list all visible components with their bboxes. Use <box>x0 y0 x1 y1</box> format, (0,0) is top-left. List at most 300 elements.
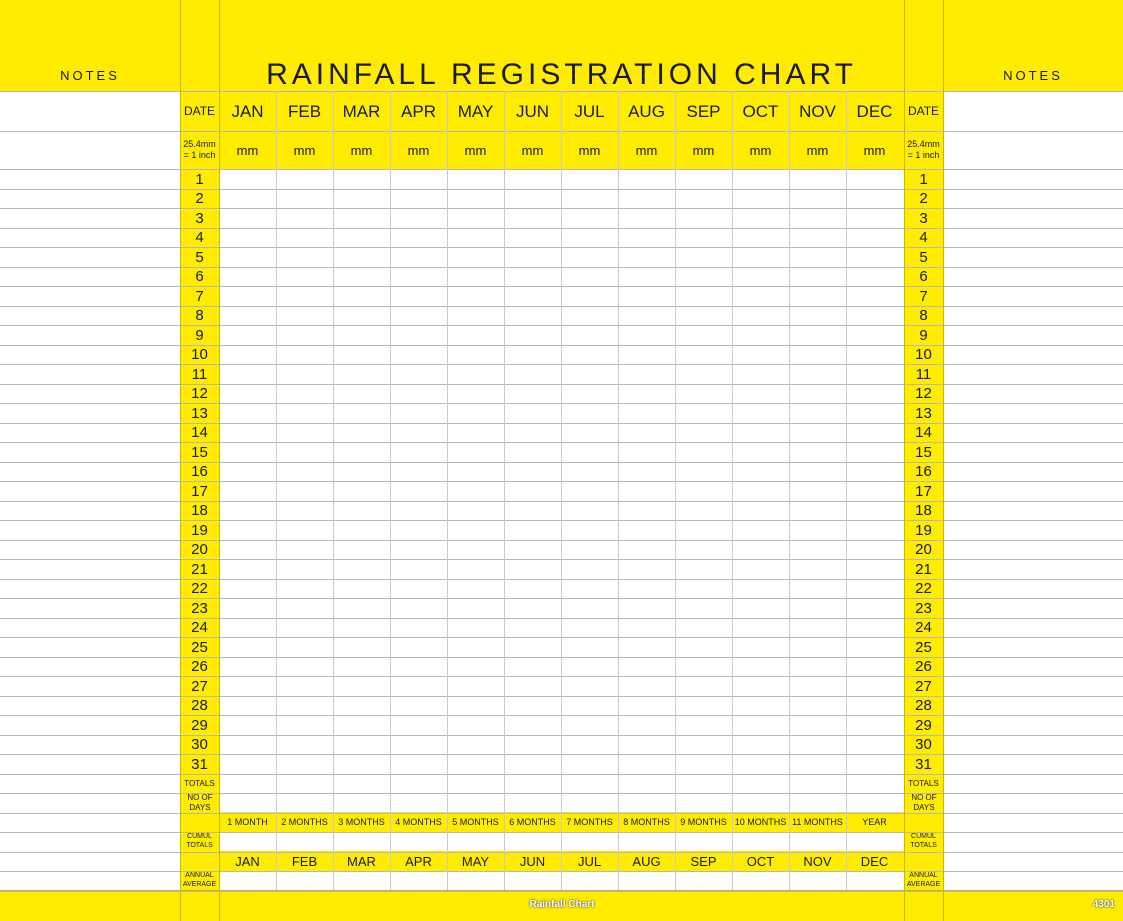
rainfall-cell[interactable] <box>333 325 390 345</box>
rainfall-cell[interactable] <box>675 267 732 286</box>
rainfall-cell[interactable] <box>390 501 447 520</box>
rainfall-cell[interactable] <box>219 286 276 306</box>
rainfall-cell[interactable] <box>732 676 789 696</box>
rainfall-cell[interactable] <box>504 676 561 696</box>
rainfall-cell[interactable] <box>675 696 732 715</box>
rainfall-cell[interactable] <box>333 403 390 423</box>
annual-average-cell[interactable] <box>447 871 504 890</box>
rainfall-cell[interactable] <box>219 618 276 637</box>
rainfall-cell[interactable] <box>561 579 618 598</box>
rainfall-cell[interactable] <box>333 715 390 735</box>
rainfall-cell[interactable] <box>504 423 561 442</box>
rainfall-cell[interactable] <box>447 540 504 559</box>
rainfall-cell[interactable] <box>333 267 390 286</box>
rainfall-cell[interactable] <box>789 579 846 598</box>
rainfall-cell[interactable] <box>390 579 447 598</box>
rainfall-cell[interactable] <box>561 384 618 403</box>
rainfall-cell[interactable] <box>390 637 447 657</box>
rainfall-cell[interactable] <box>618 442 675 462</box>
rainfall-cell[interactable] <box>276 501 333 520</box>
rainfall-cell[interactable] <box>504 735 561 754</box>
rainfall-cell[interactable] <box>732 637 789 657</box>
rainfall-cell[interactable] <box>561 520 618 540</box>
rainfall-cell[interactable] <box>789 325 846 345</box>
rainfall-cell[interactable] <box>618 618 675 637</box>
rainfall-cell[interactable] <box>675 169 732 189</box>
rainfall-cell[interactable] <box>618 676 675 696</box>
rainfall-cell[interactable] <box>390 325 447 345</box>
rainfall-cell[interactable] <box>618 423 675 442</box>
rainfall-cell[interactable] <box>618 481 675 501</box>
rainfall-cell[interactable] <box>732 501 789 520</box>
rainfall-cell[interactable] <box>561 247 618 267</box>
annual-average-cell[interactable] <box>789 871 846 890</box>
rainfall-cell[interactable] <box>504 247 561 267</box>
rainfall-cell[interactable] <box>846 423 903 442</box>
rainfall-cell[interactable] <box>789 345 846 364</box>
rainfall-cell[interactable] <box>675 208 732 228</box>
rainfall-cell[interactable] <box>675 306 732 325</box>
rainfall-cell[interactable] <box>789 696 846 715</box>
rainfall-cell[interactable] <box>789 442 846 462</box>
rainfall-cell[interactable] <box>276 442 333 462</box>
rainfall-cell[interactable] <box>219 579 276 598</box>
total-cell[interactable] <box>561 774 618 793</box>
annual-average-cell[interactable] <box>219 871 276 890</box>
rainfall-cell[interactable] <box>333 735 390 754</box>
rainfall-cell[interactable] <box>618 208 675 228</box>
rainfall-cell[interactable] <box>276 540 333 559</box>
rainfall-cell[interactable] <box>846 189 903 208</box>
rainfall-cell[interactable] <box>846 364 903 384</box>
rainfall-cell[interactable] <box>732 754 789 774</box>
rainfall-cell[interactable] <box>732 208 789 228</box>
rainfall-cell[interactable] <box>618 286 675 306</box>
rainfall-cell[interactable] <box>618 267 675 286</box>
annual-average-cell[interactable] <box>618 871 675 890</box>
rainfall-cell[interactable] <box>675 384 732 403</box>
rainfall-cell[interactable] <box>789 657 846 676</box>
rainfall-cell[interactable] <box>846 267 903 286</box>
rainfall-cell[interactable] <box>447 676 504 696</box>
cumulative-total-cell[interactable] <box>675 832 732 851</box>
rainfall-cell[interactable] <box>447 169 504 189</box>
rainfall-cell[interactable] <box>447 735 504 754</box>
rainfall-cell[interactable] <box>561 169 618 189</box>
rainfall-cell[interactable] <box>447 481 504 501</box>
rainfall-cell[interactable] <box>732 384 789 403</box>
rainfall-cell[interactable] <box>276 676 333 696</box>
rainfall-cell[interactable] <box>390 481 447 501</box>
rainfall-cell[interactable] <box>333 364 390 384</box>
rainfall-cell[interactable] <box>390 696 447 715</box>
rainfall-cell[interactable] <box>618 637 675 657</box>
rainfall-cell[interactable] <box>504 345 561 364</box>
rainfall-cell[interactable] <box>789 208 846 228</box>
rainfall-cell[interactable] <box>732 247 789 267</box>
rainfall-cell[interactable] <box>675 559 732 579</box>
rainfall-cell[interactable] <box>219 364 276 384</box>
rainfall-cell[interactable] <box>219 715 276 735</box>
rainfall-cell[interactable] <box>675 325 732 345</box>
rainfall-cell[interactable] <box>675 735 732 754</box>
rainfall-cell[interactable] <box>390 618 447 637</box>
rainfall-cell[interactable] <box>732 696 789 715</box>
rainfall-cell[interactable] <box>675 598 732 618</box>
rain-days-cell[interactable] <box>732 793 789 813</box>
rainfall-cell[interactable] <box>219 540 276 559</box>
rainfall-cell[interactable] <box>390 735 447 754</box>
rainfall-cell[interactable] <box>618 247 675 267</box>
rainfall-cell[interactable] <box>276 462 333 481</box>
rainfall-cell[interactable] <box>276 364 333 384</box>
rainfall-cell[interactable] <box>789 559 846 579</box>
rain-days-cell[interactable] <box>390 793 447 813</box>
rainfall-cell[interactable] <box>789 228 846 247</box>
rainfall-cell[interactable] <box>504 579 561 598</box>
rainfall-cell[interactable] <box>504 306 561 325</box>
rainfall-cell[interactable] <box>561 676 618 696</box>
rainfall-cell[interactable] <box>276 345 333 364</box>
rainfall-cell[interactable] <box>390 462 447 481</box>
cumulative-total-cell[interactable] <box>846 832 903 851</box>
rainfall-cell[interactable] <box>732 598 789 618</box>
rainfall-cell[interactable] <box>675 462 732 481</box>
rainfall-cell[interactable] <box>675 540 732 559</box>
rainfall-cell[interactable] <box>504 169 561 189</box>
rainfall-cell[interactable] <box>789 598 846 618</box>
rainfall-cell[interactable] <box>789 247 846 267</box>
rainfall-cell[interactable] <box>276 520 333 540</box>
rainfall-cell[interactable] <box>846 286 903 306</box>
rainfall-cell[interactable] <box>732 657 789 676</box>
rainfall-cell[interactable] <box>219 325 276 345</box>
rainfall-cell[interactable] <box>846 247 903 267</box>
rain-days-cell[interactable] <box>333 793 390 813</box>
rain-days-cell[interactable] <box>219 793 276 813</box>
rainfall-cell[interactable] <box>276 286 333 306</box>
rainfall-cell[interactable] <box>276 189 333 208</box>
rainfall-cell[interactable] <box>390 208 447 228</box>
rainfall-cell[interactable] <box>561 657 618 676</box>
rainfall-cell[interactable] <box>675 520 732 540</box>
rainfall-cell[interactable] <box>846 598 903 618</box>
rainfall-cell[interactable] <box>390 442 447 462</box>
annual-average-cell[interactable] <box>276 871 333 890</box>
rainfall-cell[interactable] <box>618 189 675 208</box>
rainfall-cell[interactable] <box>504 208 561 228</box>
rainfall-cell[interactable] <box>447 306 504 325</box>
rainfall-cell[interactable] <box>333 423 390 442</box>
rainfall-cell[interactable] <box>276 384 333 403</box>
rainfall-cell[interactable] <box>561 189 618 208</box>
rainfall-cell[interactable] <box>846 637 903 657</box>
rainfall-cell[interactable] <box>732 228 789 247</box>
rainfall-cell[interactable] <box>276 559 333 579</box>
annual-average-cell[interactable] <box>333 871 390 890</box>
rainfall-cell[interactable] <box>390 676 447 696</box>
rainfall-cell[interactable] <box>219 598 276 618</box>
annual-average-cell[interactable] <box>390 871 447 890</box>
rainfall-cell[interactable] <box>390 598 447 618</box>
rainfall-cell[interactable] <box>732 306 789 325</box>
rain-days-cell[interactable] <box>504 793 561 813</box>
rainfall-cell[interactable] <box>390 559 447 579</box>
annual-average-cell[interactable] <box>561 871 618 890</box>
rainfall-cell[interactable] <box>561 501 618 520</box>
rainfall-cell[interactable] <box>276 715 333 735</box>
rainfall-cell[interactable] <box>561 442 618 462</box>
rainfall-cell[interactable] <box>390 189 447 208</box>
rainfall-cell[interactable] <box>504 403 561 423</box>
rainfall-cell[interactable] <box>618 462 675 481</box>
rainfall-cell[interactable] <box>504 598 561 618</box>
rainfall-cell[interactable] <box>447 559 504 579</box>
rainfall-cell[interactable] <box>732 520 789 540</box>
rainfall-cell[interactable] <box>846 715 903 735</box>
rainfall-cell[interactable] <box>618 715 675 735</box>
rainfall-cell[interactable] <box>732 481 789 501</box>
cumulative-total-cell[interactable] <box>789 832 846 851</box>
rainfall-cell[interactable] <box>390 423 447 442</box>
rainfall-cell[interactable] <box>219 657 276 676</box>
rainfall-cell[interactable] <box>333 696 390 715</box>
rainfall-cell[interactable] <box>447 715 504 735</box>
rainfall-cell[interactable] <box>333 169 390 189</box>
rainfall-cell[interactable] <box>846 228 903 247</box>
total-cell[interactable] <box>504 774 561 793</box>
rainfall-cell[interactable] <box>846 462 903 481</box>
rainfall-cell[interactable] <box>390 228 447 247</box>
rainfall-cell[interactable] <box>333 247 390 267</box>
rainfall-cell[interactable] <box>846 559 903 579</box>
rainfall-cell[interactable] <box>447 189 504 208</box>
rainfall-cell[interactable] <box>618 696 675 715</box>
rainfall-cell[interactable] <box>618 345 675 364</box>
rainfall-cell[interactable] <box>219 754 276 774</box>
rainfall-cell[interactable] <box>846 384 903 403</box>
rainfall-cell[interactable] <box>504 540 561 559</box>
rainfall-cell[interactable] <box>789 637 846 657</box>
rainfall-cell[interactable] <box>219 345 276 364</box>
rainfall-cell[interactable] <box>561 715 618 735</box>
rainfall-cell[interactable] <box>675 286 732 306</box>
rainfall-cell[interactable] <box>504 754 561 774</box>
rainfall-cell[interactable] <box>219 735 276 754</box>
rainfall-cell[interactable] <box>447 228 504 247</box>
rainfall-cell[interactable] <box>447 247 504 267</box>
rainfall-cell[interactable] <box>732 403 789 423</box>
annual-average-cell[interactable] <box>732 871 789 890</box>
rainfall-cell[interactable] <box>333 501 390 520</box>
rainfall-cell[interactable] <box>333 462 390 481</box>
rainfall-cell[interactable] <box>789 169 846 189</box>
rainfall-cell[interactable] <box>789 286 846 306</box>
rainfall-cell[interactable] <box>219 481 276 501</box>
rainfall-cell[interactable] <box>561 735 618 754</box>
rainfall-cell[interactable] <box>390 286 447 306</box>
cumulative-total-cell[interactable] <box>504 832 561 851</box>
rainfall-cell[interactable] <box>333 208 390 228</box>
rainfall-cell[interactable] <box>504 364 561 384</box>
rainfall-cell[interactable] <box>618 501 675 520</box>
rainfall-cell[interactable] <box>219 228 276 247</box>
rainfall-cell[interactable] <box>276 306 333 325</box>
rainfall-cell[interactable] <box>447 520 504 540</box>
rainfall-cell[interactable] <box>789 423 846 442</box>
rainfall-cell[interactable] <box>789 754 846 774</box>
rainfall-cell[interactable] <box>333 598 390 618</box>
rainfall-cell[interactable] <box>447 345 504 364</box>
rainfall-cell[interactable] <box>447 442 504 462</box>
rainfall-cell[interactable] <box>561 540 618 559</box>
rainfall-cell[interactable] <box>447 637 504 657</box>
rainfall-cell[interactable] <box>333 442 390 462</box>
rainfall-cell[interactable] <box>390 520 447 540</box>
rain-days-cell[interactable] <box>675 793 732 813</box>
rainfall-cell[interactable] <box>390 384 447 403</box>
rainfall-cell[interactable] <box>789 267 846 286</box>
rainfall-cell[interactable] <box>447 579 504 598</box>
rainfall-cell[interactable] <box>846 501 903 520</box>
rainfall-cell[interactable] <box>504 228 561 247</box>
rainfall-cell[interactable] <box>618 384 675 403</box>
rainfall-cell[interactable] <box>447 208 504 228</box>
rainfall-cell[interactable] <box>732 540 789 559</box>
rainfall-cell[interactable] <box>561 423 618 442</box>
rainfall-cell[interactable] <box>675 754 732 774</box>
rainfall-cell[interactable] <box>219 189 276 208</box>
rainfall-cell[interactable] <box>447 384 504 403</box>
total-cell[interactable] <box>789 774 846 793</box>
rainfall-cell[interactable] <box>732 715 789 735</box>
rainfall-cell[interactable] <box>561 637 618 657</box>
rainfall-cell[interactable] <box>504 618 561 637</box>
rainfall-cell[interactable] <box>675 657 732 676</box>
rainfall-cell[interactable] <box>675 403 732 423</box>
rainfall-cell[interactable] <box>561 208 618 228</box>
rainfall-cell[interactable] <box>390 754 447 774</box>
rainfall-cell[interactable] <box>561 286 618 306</box>
rainfall-cell[interactable] <box>618 169 675 189</box>
rainfall-cell[interactable] <box>219 384 276 403</box>
cumulative-total-cell[interactable] <box>618 832 675 851</box>
rainfall-cell[interactable] <box>732 286 789 306</box>
rainfall-cell[interactable] <box>219 403 276 423</box>
rainfall-cell[interactable] <box>219 247 276 267</box>
rainfall-cell[interactable] <box>561 325 618 345</box>
total-cell[interactable] <box>219 774 276 793</box>
rainfall-cell[interactable] <box>618 579 675 598</box>
rainfall-cell[interactable] <box>732 423 789 442</box>
rainfall-cell[interactable] <box>846 325 903 345</box>
cumulative-total-cell[interactable] <box>732 832 789 851</box>
rainfall-cell[interactable] <box>675 501 732 520</box>
rainfall-cell[interactable] <box>732 735 789 754</box>
rainfall-cell[interactable] <box>675 637 732 657</box>
rainfall-cell[interactable] <box>447 501 504 520</box>
rainfall-cell[interactable] <box>447 754 504 774</box>
rainfall-cell[interactable] <box>219 169 276 189</box>
rainfall-cell[interactable] <box>789 501 846 520</box>
cumulative-total-cell[interactable] <box>276 832 333 851</box>
rainfall-cell[interactable] <box>276 228 333 247</box>
annual-average-cell[interactable] <box>504 871 561 890</box>
rainfall-cell[interactable] <box>276 325 333 345</box>
rainfall-cell[interactable] <box>333 540 390 559</box>
rainfall-cell[interactable] <box>561 462 618 481</box>
total-cell[interactable] <box>675 774 732 793</box>
rainfall-cell[interactable] <box>846 208 903 228</box>
cumulative-total-cell[interactable] <box>561 832 618 851</box>
rain-days-cell[interactable] <box>447 793 504 813</box>
rainfall-cell[interactable] <box>504 696 561 715</box>
rainfall-cell[interactable] <box>219 501 276 520</box>
rainfall-cell[interactable] <box>732 325 789 345</box>
rainfall-cell[interactable] <box>390 345 447 364</box>
rainfall-cell[interactable] <box>504 637 561 657</box>
rainfall-cell[interactable] <box>732 364 789 384</box>
rainfall-cell[interactable] <box>390 267 447 286</box>
rainfall-cell[interactable] <box>732 169 789 189</box>
rainfall-cell[interactable] <box>675 228 732 247</box>
rainfall-cell[interactable] <box>561 403 618 423</box>
rainfall-cell[interactable] <box>561 267 618 286</box>
rainfall-cell[interactable] <box>561 598 618 618</box>
rainfall-cell[interactable] <box>846 540 903 559</box>
rainfall-cell[interactable] <box>618 598 675 618</box>
rainfall-cell[interactable] <box>789 384 846 403</box>
rainfall-cell[interactable] <box>390 540 447 559</box>
rainfall-cell[interactable] <box>504 189 561 208</box>
rain-days-cell[interactable] <box>276 793 333 813</box>
rainfall-cell[interactable] <box>675 364 732 384</box>
rainfall-cell[interactable] <box>390 657 447 676</box>
rainfall-cell[interactable] <box>219 208 276 228</box>
rainfall-cell[interactable] <box>333 520 390 540</box>
rainfall-cell[interactable] <box>276 618 333 637</box>
rainfall-cell[interactable] <box>561 754 618 774</box>
rainfall-cell[interactable] <box>390 247 447 267</box>
rainfall-cell[interactable] <box>276 754 333 774</box>
rainfall-cell[interactable] <box>675 481 732 501</box>
annual-average-cell[interactable] <box>846 871 903 890</box>
rainfall-cell[interactable] <box>333 637 390 657</box>
rainfall-cell[interactable] <box>276 598 333 618</box>
rainfall-cell[interactable] <box>504 481 561 501</box>
rainfall-cell[interactable] <box>675 579 732 598</box>
rainfall-cell[interactable] <box>675 676 732 696</box>
rainfall-cell[interactable] <box>276 169 333 189</box>
rainfall-cell[interactable] <box>276 696 333 715</box>
rainfall-cell[interactable] <box>675 189 732 208</box>
rainfall-cell[interactable] <box>789 676 846 696</box>
rainfall-cell[interactable] <box>618 540 675 559</box>
rainfall-cell[interactable] <box>504 501 561 520</box>
rainfall-cell[interactable] <box>504 715 561 735</box>
rainfall-cell[interactable] <box>447 403 504 423</box>
total-cell[interactable] <box>447 774 504 793</box>
rainfall-cell[interactable] <box>219 559 276 579</box>
rainfall-cell[interactable] <box>333 345 390 364</box>
rainfall-cell[interactable] <box>447 325 504 345</box>
rainfall-cell[interactable] <box>219 306 276 325</box>
rainfall-cell[interactable] <box>447 462 504 481</box>
rainfall-cell[interactable] <box>846 306 903 325</box>
rainfall-cell[interactable] <box>675 715 732 735</box>
rainfall-cell[interactable] <box>789 735 846 754</box>
rainfall-cell[interactable] <box>219 520 276 540</box>
